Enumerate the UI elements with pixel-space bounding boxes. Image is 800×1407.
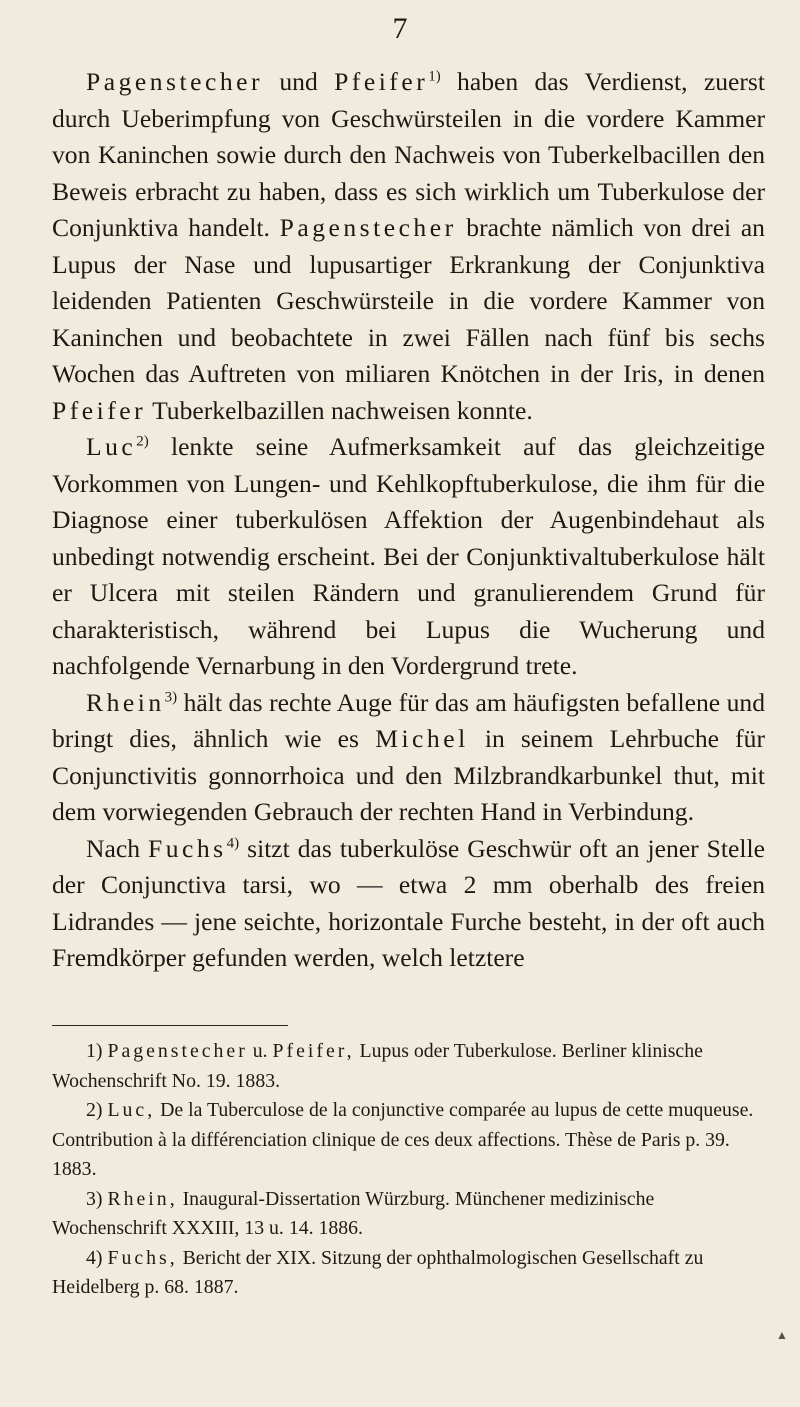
footnote-number: 3): [86, 1187, 103, 1210]
author-name: Pfeifer,: [272, 1040, 355, 1062]
author-name: Pagenstecher: [107, 1040, 248, 1062]
paragraph-rhein: [52, 685, 765, 831]
page-number: 7: [392, 12, 408, 45]
footnote-ref: 2): [136, 433, 149, 450]
footnote-text: Lupus oder Tuberkulose. Berliner klinische Wochenschrift No. 19. 1883.: [52, 1040, 703, 1092]
author-name: Fuchs,: [107, 1246, 178, 1269]
footnote-ref: 4): [226, 834, 240, 851]
author-name: Fuchs: [147, 833, 227, 863]
author-name: Luc: [86, 432, 137, 461]
footnotes: [52, 1037, 765, 1303]
paragraph-text: sitzt das tuberkulöse Geschwür oft an jener Stelle der Conjunctiva tarsi, wo — etwa 2 mm oberhalb des freien Lidrandes — jene seichte, horizontale Furche besteht, in der oft auch Fremdkörper gefunden werden, welch letztere: [52, 833, 765, 972]
footnote-divider: [52, 1025, 288, 1026]
author-name: Rhein: [86, 687, 165, 717]
paragraph-text: Tuberkelbazillen nachweisen konnte.: [152, 395, 533, 425]
footnote-2: [52, 1096, 765, 1185]
footnote-number: 2): [86, 1099, 103, 1121]
connector: u.: [252, 1040, 268, 1062]
ink-mark: ▲: [776, 1328, 788, 1342]
footnote-text: Bericht der XIX. Sitzung der ophthalmologischen Gesellschaft zu Heidelberg p. 68. 1887.: [52, 1246, 704, 1298]
paragraph-text: haben das Verdienst, zuerst durch Ueberimpfung von Geschwürsteilen in die vordere Kammer von Kaninchen sowie durch den Nachweis von Tuberkelbacillen den Beweis erbracht zu haben, dass es sich wirklich um Tuberkulose der Conjunktiva handelt.: [52, 67, 765, 242]
connector: und: [279, 67, 318, 96]
footnote-3: [52, 1185, 765, 1244]
author-name: Pagenstecher: [279, 213, 457, 242]
author-name: Michel: [375, 724, 469, 753]
footnote-ref: 3): [164, 688, 178, 705]
footnote-1: [52, 1037, 765, 1096]
paragraph-fuchs: [52, 831, 765, 977]
paragraph-pagenstecher: [52, 64, 765, 429]
paragraph-text: lenkte seine Aufmerksamkeit auf das gleichzeitige Vorkommen von Lungen- und Kehlkopftuberkulose, die ihm für die Diagnose einer tuberkulösen Affektion der Augenbindehaut als unbedingt notwendig erscheint. Bei der Conjunktivaltuberkulose hält er Ulcera mit steilen Rändern und granulierendem Grund für charakteristisch, während bei Lupus die Wucherung und nachfolgende Vernarbung in den Vordergrund trete.: [52, 432, 765, 680]
footnote-text: De la Tuberculose de la conjunctive comparée au lupus de cette muqueuse. Contribution à la différenciation clinique de ces deux affections. Thèse de Paris p. 39. 1883.: [52, 1099, 754, 1180]
footnote-number: 1): [86, 1040, 103, 1062]
paragraph-text: in seinem Lehrbuche für Conjunctivitis gonnorrhoica und den Milzbrandkarbunkel thut, mit dem vorwiegenden Gebrauch der rechten Hand in Verbindung.: [52, 724, 766, 826]
body-text: [52, 64, 765, 977]
footnote-ref: 1): [428, 68, 441, 85]
paragraph-text: brachte nämlich von drei an Lupus der Nase und lupusartiger Erkrankung der Conjunktiva leidenden Patienten Geschwürsteile in die vordere Kammer von Kaninchen und beobachtete in zwei Fällen nach fünf bis sechs Wochen das Auftreten von miliaren Knötchen in der Iris, in denen: [52, 213, 765, 388]
author-name: Pfeifer: [334, 67, 429, 96]
footnote-4: [52, 1244, 765, 1303]
footnote-number: 4): [86, 1246, 103, 1269]
author-name: Luc,: [107, 1099, 156, 1121]
paragraph-luc: [52, 429, 765, 685]
author-name: Rhein,: [107, 1187, 178, 1210]
lead-word: Nach: [86, 833, 140, 863]
author-name: Pfeifer: [52, 395, 147, 425]
author-name: Pagenstecher: [86, 67, 264, 96]
footnote-text: Inaugural-Dissertation Würzburg. Münchener medizinische Wochenschrift XXXIII, 13 u. 14. 1886.: [52, 1187, 655, 1239]
paragraph-text: hält das rechte Auge für das am häufigsten befallene und bringt dies, ähnlich wie es: [52, 687, 765, 753]
